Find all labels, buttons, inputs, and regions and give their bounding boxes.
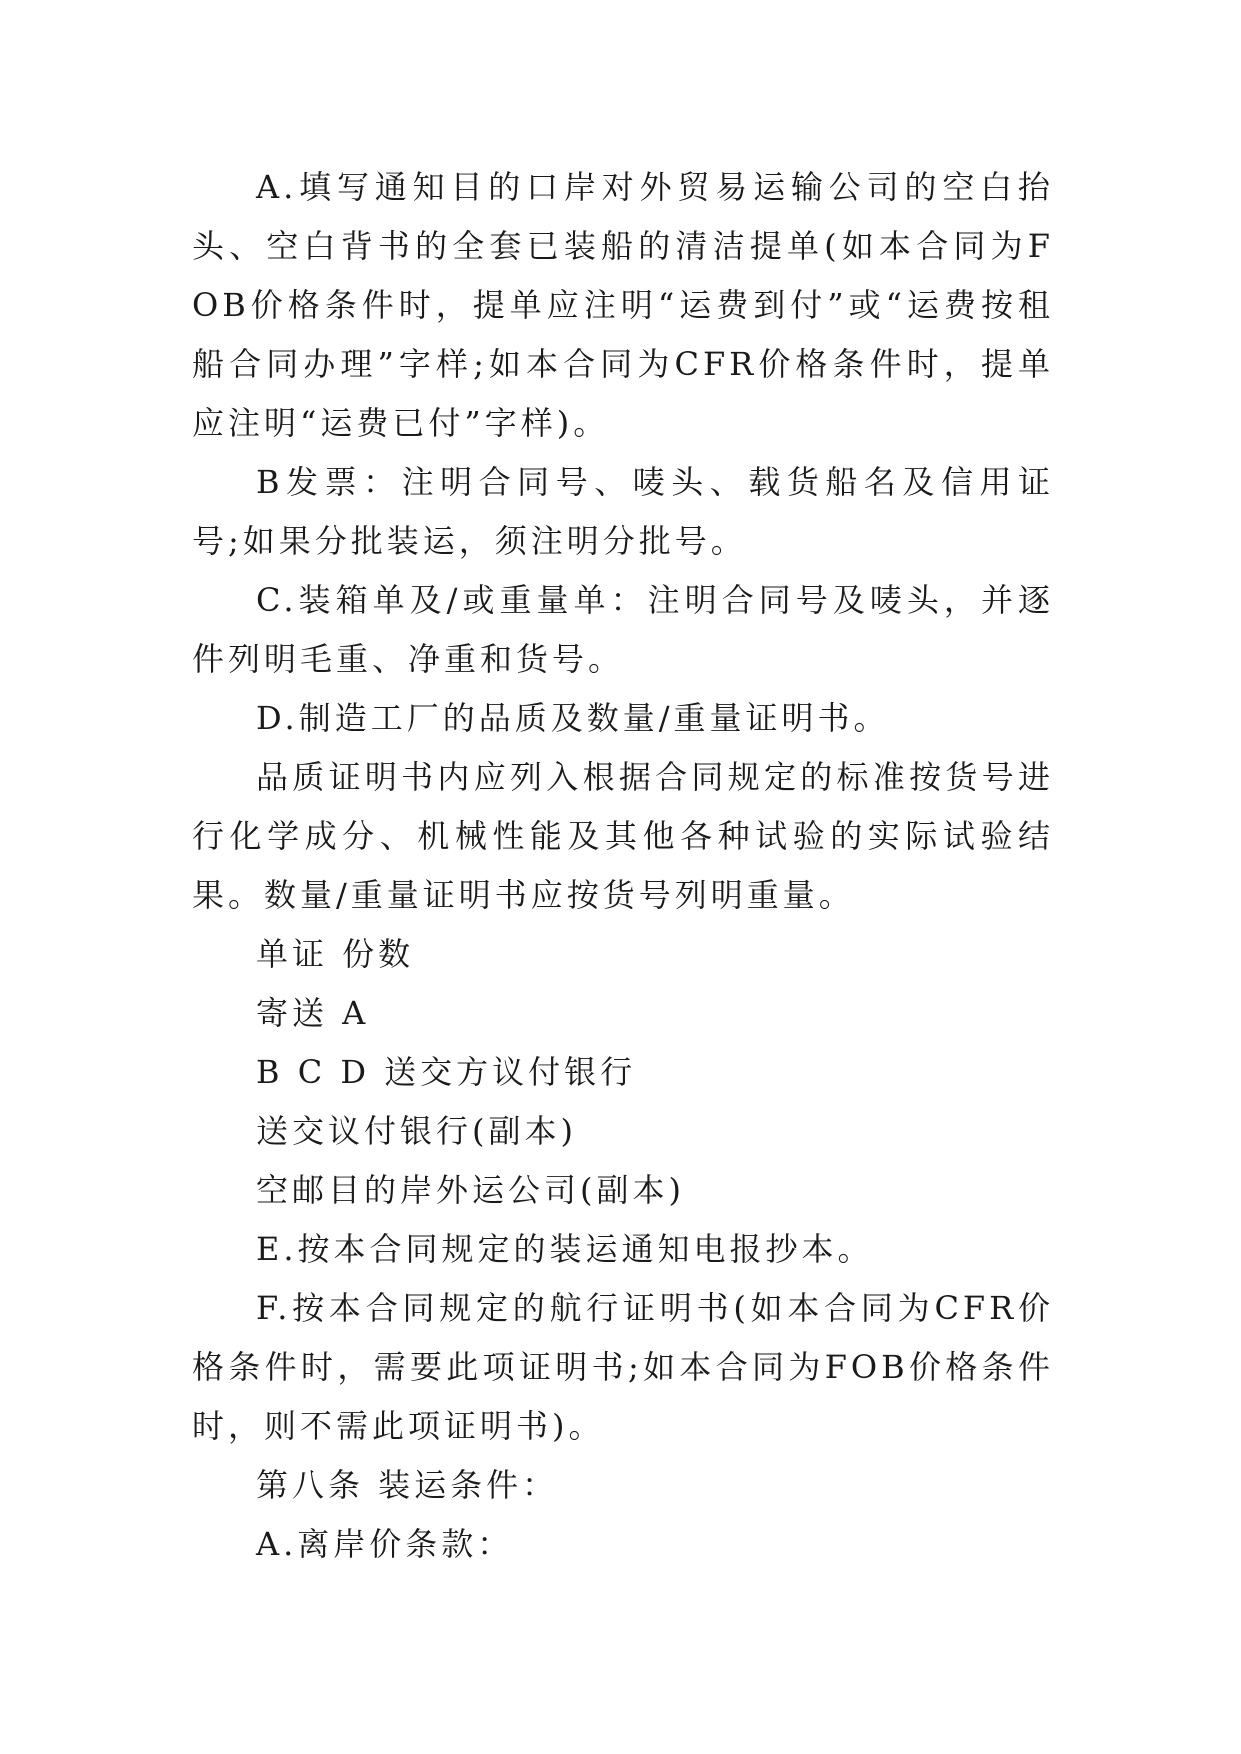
paragraph-packing-list: C.装箱单及/或重量单：注明合同号及唛头，并逐件列明毛重、净重和货号。: [192, 581, 1054, 678]
list-item-send-a: 寄送 A: [256, 994, 370, 1032]
paragraph-navigation-certificate: F.按本合同规定的航行证明书(如本合同为CFR价格条件时，需要此项证明书;如本合同为FOB价格条件时，则不需此项证明书)。: [192, 1289, 1054, 1445]
paragraph-quality-certificate: 品质证明书内应列入根据合同规定的标准按货号进行化学成分、机械性能及其他各种试验的实际试验结果。数量/重量证明书应按货号列明重量。: [192, 758, 1054, 914]
paragraph-bill-of-lading: A.填写通知目的口岸对外贸易运输公司的空白抬头、空白背书的全套已装船的清洁提单(如本合同为FOB价格条件时，提单应注明“运费到付”或“运费按租船合同办理”字样;如本合同为CFR价格条件时，提单应注明“运费已付”字样)。: [192, 168, 1054, 442]
list-item-negotiating-bank-copy: 送交议付银行(副本): [256, 1112, 577, 1150]
paragraph-invoice: B发票：注明合同号、唛头、载货船名及信用证号;如果分批装运，须注明分批号。: [192, 463, 1054, 560]
list-item-bcd-negotiating-bank: B C D 送交方议付银行: [256, 1053, 637, 1091]
list-item-airmail-copy: 空邮目的岸外运公司(副本): [256, 1171, 685, 1209]
heading-article-eight: 第八条 装运条件：: [256, 1466, 559, 1504]
paragraph-fob-terms: A.离岸价条款：: [256, 1525, 514, 1563]
paragraph-shipping-advice: E.按本合同规定的装运通知电报抄本。: [256, 1230, 874, 1268]
document-body: [192, 158, 1054, 1574]
paragraph-certificate: D.制造工厂的品质及数量/重量证明书。: [256, 699, 890, 737]
list-item-documents-copies: 单证 份数: [256, 935, 415, 973]
